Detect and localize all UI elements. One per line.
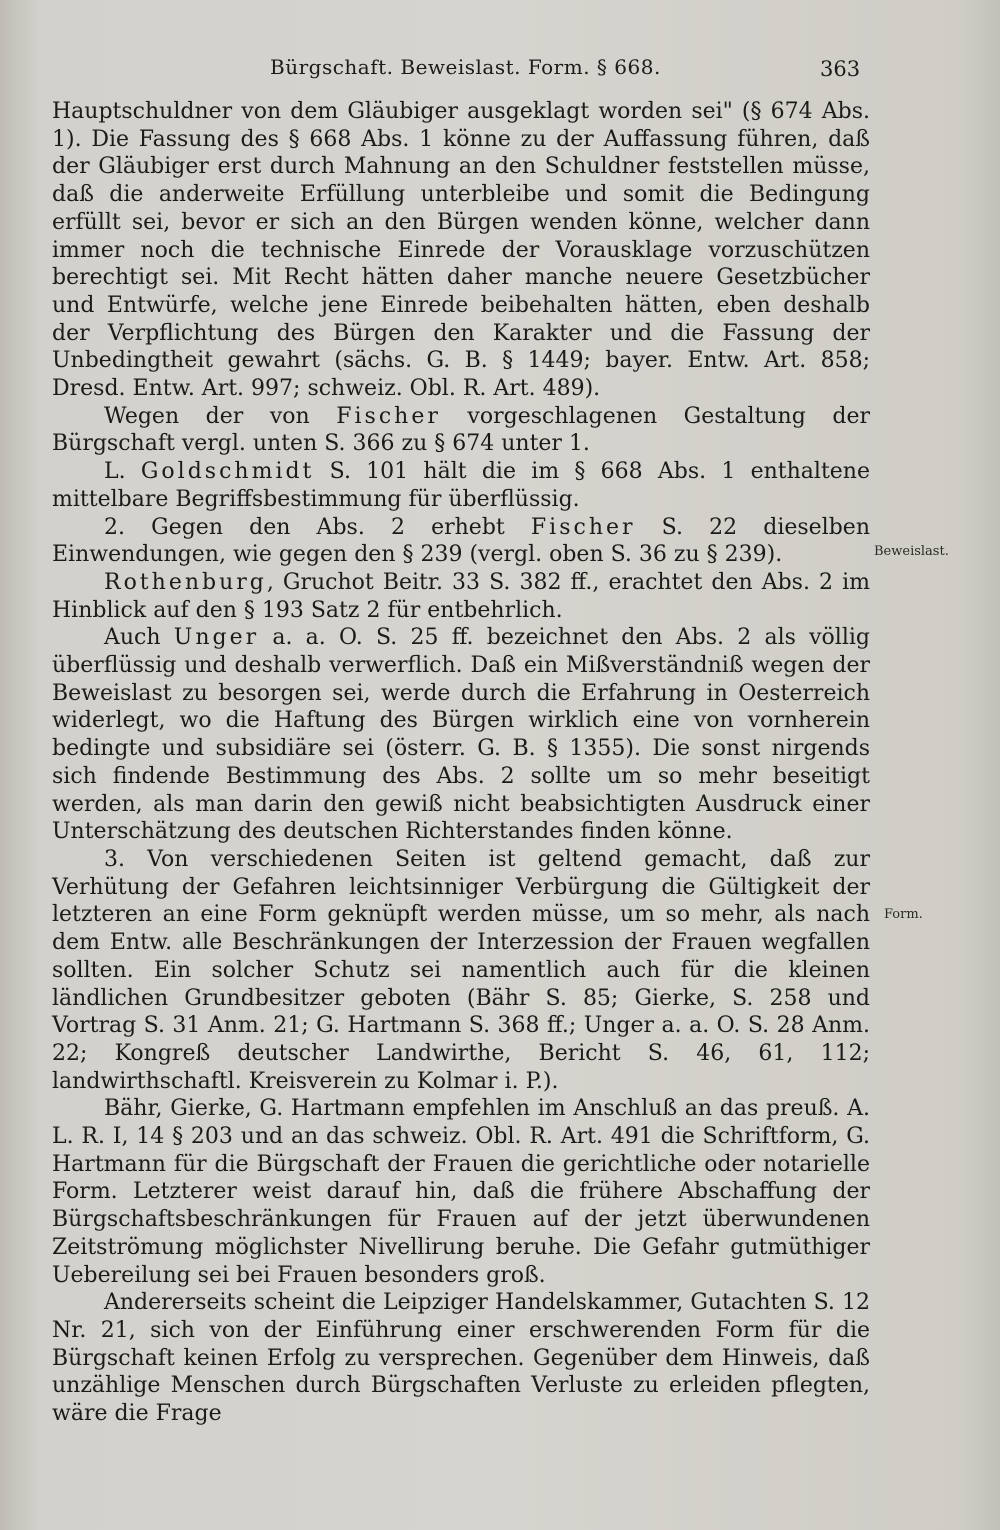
page-header [0,55,1000,87]
margin-note-beweislast: Beweislast. [874,544,949,559]
text-run: Wegen der von [104,403,337,429]
author-name: Fischer [336,403,441,429]
paragraph: Bähr, Gierke, G. Hartmann empfehlen im Anschluß an das preuß. A. L. R. I, 14 § 203 und an das schweiz. Obl. R. Art. 491 die Schriftform, G. Hartmann für die Bürgschaft der Frauen die gerichtliche oder notarielle Form. Letzterer weist darauf hin, daß die frühere Abschaffung der Bürgschaftsbeschränkungen für Frauen auf der jetzt überwundenen Zeitströmung möglichster Nivellirung beruhe. Die Gefahr gutmüthiger Uebereilung sei bei Frauen besonders groß. [52,1096,870,1288]
page-number: 363 [820,57,861,81]
text-run: 2. Gegen den Abs. 2 erhebt [104,514,531,540]
text-run: vorgeschlagenen Gestaltung der Bürgschaft vergl. unten S. 366 zu § 674 unter 1. [52,403,870,457]
paragraph: 3. Von verschiedenen Seiten ist geltend gemacht, daß zur Verhütung der Gefahren leichtsinniger Verbürgung die Gültigkeit der letzteren an eine Form geknüpft werden müsse, um so mehr, als nach dem Entw. alle Beschränkungen der Interzession der Frauen wegfallen sollten. Ein solcher Schutz sei namentlich auch für die kleinen ländlichen Grundbesitzer geboten (Bähr S. 85; Gierke, S. 258 und Vortrag S. 31 Anm. 21; G. Hartmann S. 368 ff.; Unger a. a. O. S. 28 Anm. 22; Kongreß deutscher Landwirthe, Bericht S. 46, 61, 112; landwirthschaftl. Kreisverein zu Kolmar i. P.). [52,846,870,1094]
paragraph [52,514,870,569]
margin-note-form: Form. [884,907,923,922]
text-run: Auch [104,625,174,651]
paragraph: Hauptschuldner von dem Gläubiger ausgeklagt worden sei" (§ 674 Abs. 1). Die Fassung des § 668 Abs. 1 könne zu der Auffassung führen, daß der Gläubiger erst durch Mahnung an den Schuldner feststellen müsse, daß die anderweite Erfüllung unterbleibe und somit die Bedingung erfüllt sei, bevor er sich an den Bürgen wenden könne, welcher dann immer noch die technische Einrede der Vorausklage vorzuschützen berechtigt sei. Mit Recht hätten daher manche neuere Gesetzbücher und Entwürfe, welche jene Einrede beibehalten hätten, eben deshalb der Verpflichtung des Bürgen den Karakter und die Fassung der Unbedingtheit gewahrt (sächs. G. B. § 1449; bayer. Entw. Art. 858; Dresd. Entw. Art. 997; schweiz. Obl. R. Art. 489). [52,99,870,402]
author-name: Goldschmidt [140,459,315,485]
author-name: Rothenburg [104,569,267,595]
paragraph [52,403,870,458]
author-name: Unger [173,625,260,651]
text-run: S. 101 hält die im § 668 Abs. 1 enthaltene mittelbare Begriffsbestimmung für überflüssig. [52,459,870,512]
paragraph [52,569,870,624]
body-text [52,98,870,1428]
text-run: S. 22 dieselben Einwendungen, wie gegen den § 239 (vergl. oben S. 36 zu § 239). [52,514,870,568]
text-run: L. [104,459,141,485]
text-run: a. a. O. S. 25 ff. bezeichnet den Abs. 2 als völlig überflüssig und deshalb verwerflich. Daß ein Mißverständniß wegen der Beweislast zu besorgen sei, werde durch die Erfahrung in Oesterreich widerlegt, wo die Haftung des Bürgen wirklich eine von vornherein bedingte und subsidiäre sei (österr. G. B. § 1355). Die sonst nirgends sich findende Bestimmung des Abs. 2 sollte um so mehr beseitigt werden, als man darin den gewiß nicht beabsichtigten Ausdruck einer Unterschätzung des deutschen Richterstandes finden könne. [52,625,870,845]
running-head: Bürgschaft. Beweislast. Form. § 668. [270,55,661,79]
paragraph [52,458,870,513]
paragraph: Andererseits scheint die Leipziger Handelskammer, Gutachten S. 12 Nr. 21, sich von der Einführung einer erschwerenden Form für die Bürgschaft keinen Erfolg zu versprechen. Gegenüber dem Hinweis, daß unzählige Menschen durch Bürgschaften Verluste zu erleiden pflegten, wäre die Frage [52,1290,870,1427]
paragraph [52,624,870,846]
author-name: Fischer [530,514,636,540]
text-run: , Gruchot Beitr. 33 S. 382 ff., erachtet den Abs. 2 im Hinblick auf den § 193 Satz 2 für entbehrlich. [52,569,870,623]
